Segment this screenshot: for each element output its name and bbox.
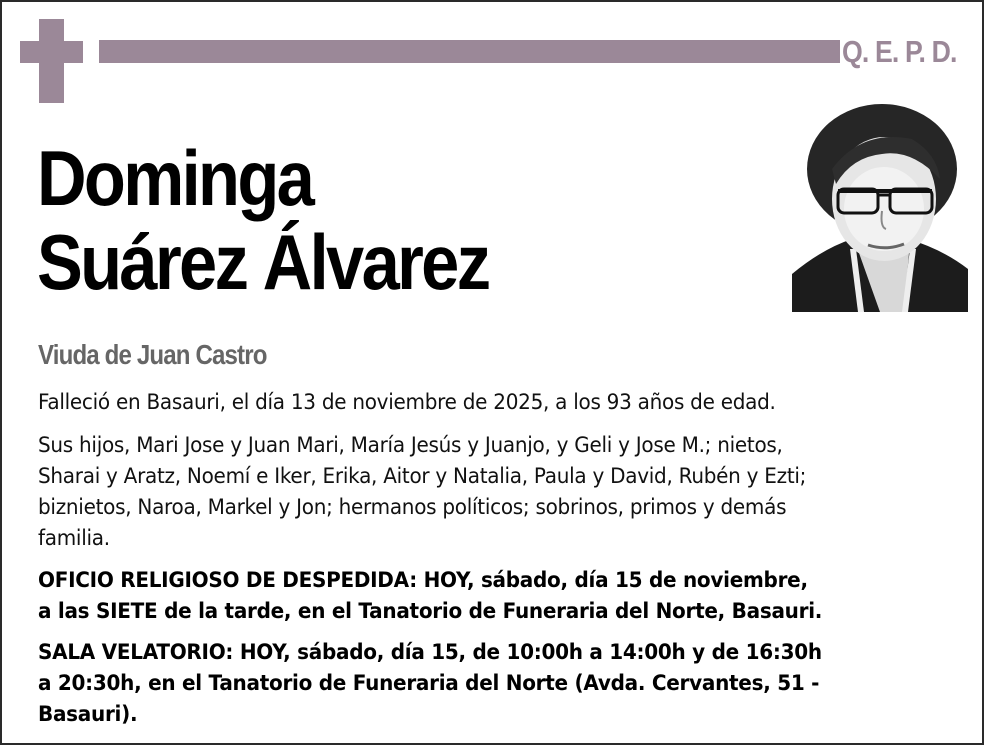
wake-room-info (38, 637, 875, 730)
widow-of-label: Viuda de Juan Castro (38, 339, 267, 370)
portrait-photo (792, 99, 968, 312)
funeral-service-info (38, 565, 875, 627)
name-line-2: Suárez Álvarez (37, 218, 489, 306)
family-line: familia. (38, 526, 110, 551)
name-line-1: Dominga (37, 134, 313, 222)
family-line: Sharai y Aratz, Noemí e Iker, Erika, Aitor y Natalia, Paula y David, Rubén y Ezti; (38, 464, 807, 489)
service-line: OFICIO RELIGIOSO DE DESPEDIDA: HOY, sábado, día 15 de noviembre, (38, 568, 808, 593)
family-line: Sus hijos, Mari Jose y Juan Mari, María Jesús y Juanjo, y Geli y Jose M.; nietos, (38, 433, 783, 458)
qepd-label: Q. E. P. D. (842, 34, 957, 69)
family-line: biznietos, Naroa, Markel y Jon; hermanos políticos; sobrinos, primos y demás (38, 495, 787, 520)
wake-line: SALA VELATORIO: HOY, sábado, día 15, de 10:00h a 14:00h y de 16:30h (38, 640, 822, 665)
header-rule (99, 40, 840, 63)
wake-line: a 20:30h, en el Tanatorio de Funeraria del Norte (Avda. Cervantes, 51 - (38, 671, 820, 696)
deceased-name (37, 136, 488, 304)
family-list (38, 430, 875, 554)
service-line: a las SIETE de la tarde, en el Tanatorio de Funeraria del Norte, Basauri. (38, 599, 823, 624)
portrait-image (792, 99, 968, 312)
death-notice: Falleció en Basauri, el día 13 de noviembre de 2025, a los 93 años de edad. (38, 390, 776, 415)
wake-line: Basauri). (38, 702, 138, 727)
cross-icon-bar (20, 41, 83, 63)
